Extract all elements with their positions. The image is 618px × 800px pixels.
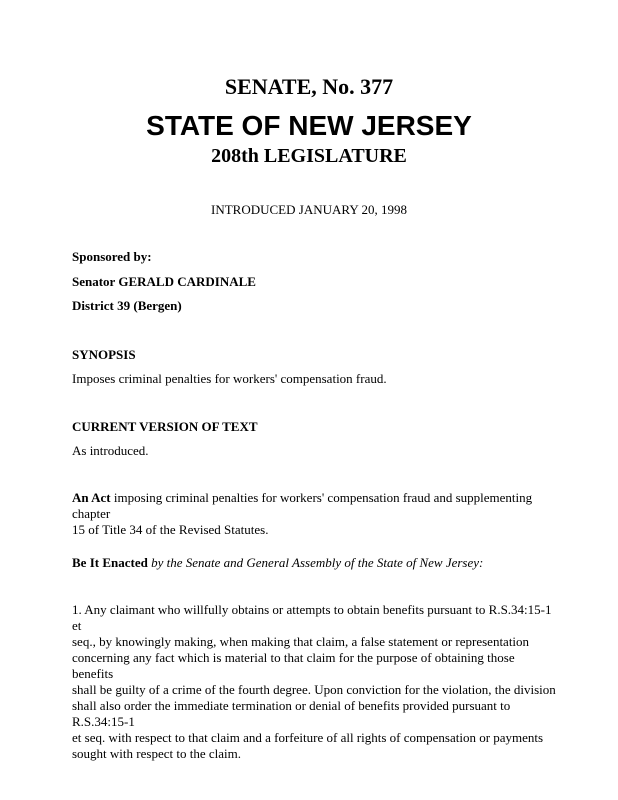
current-version-text: As introduced. xyxy=(72,443,149,458)
act-lead: An Act xyxy=(72,490,111,505)
section-1 xyxy=(72,602,556,762)
section-line: sought with respect to the claim. xyxy=(72,746,241,761)
sponsor-district: District 39 (Bergen) xyxy=(72,298,182,313)
sponsor-name: Senator GERALD CARDINALE xyxy=(72,274,256,289)
enacting-text: by the Senate and General Assembly of the State of New Jersey: xyxy=(147,555,484,570)
section-line: shall also order the immediate termination or denial of benefits provided pursuant to R.S.34:15-1 xyxy=(72,698,511,729)
section-line: et seq. with respect to that claim and a forfeiture of all rights of compensation or payments xyxy=(72,730,544,745)
state-title: STATE OF NEW JERSEY xyxy=(146,110,472,141)
legislature-title: 208th LEGISLATURE xyxy=(211,145,407,167)
introduced-date: INTRODUCED JANUARY 20, 1998 xyxy=(211,202,407,217)
current-version-heading: CURRENT VERSION OF TEXT xyxy=(72,419,258,434)
act-title-line-1 xyxy=(72,490,552,522)
act-title-line-2: 15 of Title 34 of the Revised Statutes. xyxy=(72,522,269,537)
synopsis-text: Imposes criminal penalties for workers' compensation fraud. xyxy=(72,371,387,386)
enacting-lead: Be It Enacted xyxy=(72,555,148,570)
act-text: imposing criminal penalties for workers' compensation fraud and supplementing chapter xyxy=(72,490,533,521)
section-line: shall be guilty of a crime of the fourth degree. Upon conviction for the violation, the division xyxy=(72,682,556,697)
section-line: seq., by knowingly making, when making that claim, a false statement or representation xyxy=(72,634,530,649)
section-line: 1. Any claimant who willfully obtains or attempts to obtain benefits pursuant to R.S.34:15-1 et xyxy=(72,602,552,633)
sponsored-by-label: Sponsored by: xyxy=(72,249,152,264)
section-line: concerning any fact which is material to that claim for the purpose of obtaining those benefits xyxy=(72,650,515,681)
synopsis-heading: SYNOPSIS xyxy=(72,347,136,362)
enacting-clause xyxy=(72,555,552,571)
bill-number: SENATE, No. 377 xyxy=(224,74,394,99)
act-title xyxy=(72,490,552,538)
